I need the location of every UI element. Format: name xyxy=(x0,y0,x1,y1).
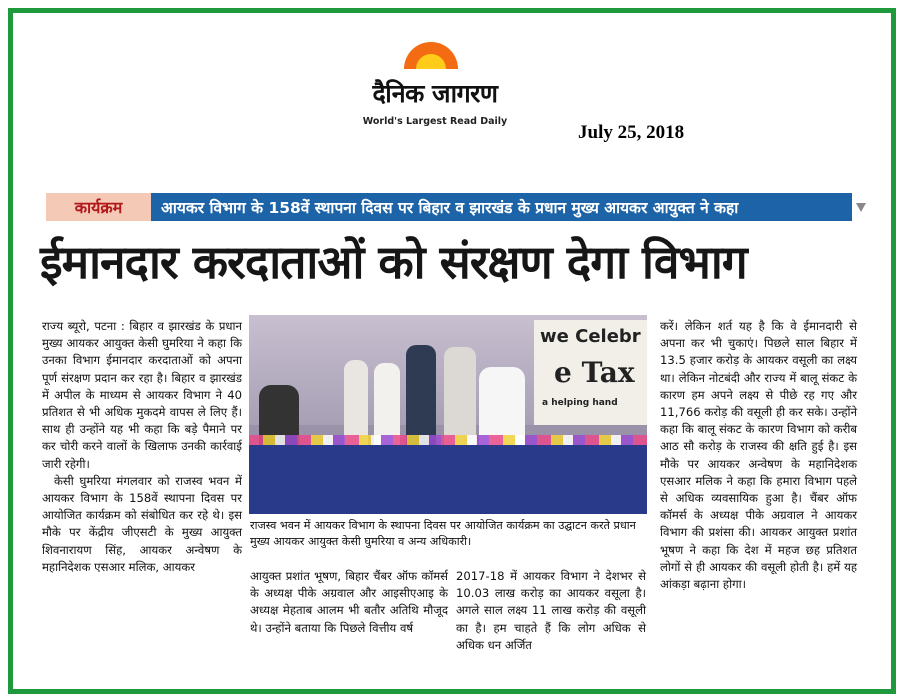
column-3 xyxy=(456,568,646,654)
sun-logo-icon xyxy=(404,42,458,69)
paragraph: 2017-18 में आयकर विभाग ने देशभर से 10.03 लाख करोड़ का आयकर वसूला है। अगले साल लक्ष्य 11 लाख करोड़ की वसूली का है। हम चाहते हैं कि लोग अधिक से अधिक धन अर्जित xyxy=(456,569,646,652)
section-kicker: कार्यक्रम xyxy=(46,193,151,221)
headline: ईमानदार करदाताओं को संरक्षण देगा विभाग xyxy=(40,235,747,289)
paragraph: केसी घुमरिया मंगलवार को राजस्व भवन में आयकर विभाग के 158वें स्थापना दिवस पर आयोजित कार्यक्रम को संबोधित कर रहे थे। इस मौके पर केंद्रीय जीएसटी के मुख्य आयुक्त शिवनारायण सिंह, आयकर अन्वेषण के महानिदेशक एसआर मलिक, आयकर xyxy=(42,473,242,574)
photo-caption: राजस्व भवन में आयकर विभाग के स्थापना दिवस पर आयोजित कार्यक्रम का उद्घाटन करते प्रधान मुख्य आयकर आयुक्त केसी घुमरिया व अन्य अधिकारी। xyxy=(250,519,636,548)
photo-banner-text: e Tax xyxy=(554,356,635,389)
newspaper-logo xyxy=(350,38,520,148)
masthead: दैनिक जागरण xyxy=(372,79,498,108)
paragraph: राज्य ब्यूरो, पटना : बिहार व झारखंड के प्रधान मुख्य आयकर आयुक्त केसी घुमरिया ने कहा कि उनका विभाग ईमानदार करदाताओं को अपना पूर्ण संरक्षण प्रदान कर रहा है। बिहार व झारखंड में अपील के माध्यम से आयकर विभाग ने 40 प्रतिशत से भी अधिक मुकदमे वापस ले लिए हैं। साथ ही उन्होंने यह भी कहा कि बड़े पैमाने पर कर चोरी करने वालों के खिलाफ उनकी कार्रवाई जारी रहेगी। xyxy=(42,319,242,471)
paragraph: आयुक्त प्रशांत भूषण, बिहार चैंबर ऑफ कॉमर्स के अध्यक्ष पीके अग्रवाल और आइसीएआइ के अध्यक्ष मेहताब आलम भी बतौर अतिथि मौजूद थे। उन्होंने बताया कि पिछले वित्तीय वर्ष xyxy=(250,569,448,635)
column-1 xyxy=(42,318,242,576)
photo-banner-text: a helping hand xyxy=(542,398,618,408)
column-4 xyxy=(660,318,857,593)
triangle-marker-icon xyxy=(856,203,866,212)
section-banner xyxy=(46,193,852,221)
event-photo xyxy=(249,315,647,514)
photo-banner xyxy=(534,320,647,425)
clipping-date: July 25, 2018 xyxy=(578,122,685,143)
photo-banner-text: we Celebr xyxy=(540,326,641,347)
photo-table xyxy=(249,445,647,514)
paragraph: करें। लेकिन शर्त यह है कि वे ईमानदारी से अपना कर भी चुकाएं। पिछले साल बिहार में 13.5 हजार करोड़ के आयकर वसूली का लक्ष्य था। लेकिन नोटबंदी और राज्य में बालू संकट के कारण हम अपने लक्ष्य से पीछे रह गए और 11,766 करोड़ की वसूली ही कर सके। उन्होंने कहा कि बालू संकट के कारण विभाग को करीब आठ सौ करोड़ के राजस्व की क्षति हुई है। इस मौके पर आयकर अन्वेषण के महानिदेशक एसआर मलिक ने कहा कि हमारा विभाग पहले से अधिक व्यवसायिक हुआ है। चैंबर ऑफ कॉमर्स के अध्यक्ष पीके अग्रवाल ने आयकर विभाग की प्रशंसा की। आयकर आयुक्त प्रशांत भूषण ने कहा कि देश में महज छह प्रतिशत लोगों से ही आयकर की वसूली होती है। हमें यह आंकड़ा बढ़ाना होगा। xyxy=(660,319,857,592)
subheadline: आयकर विभाग के 158वें स्थापना दिवस पर बिहार व झारखंड के प्रधान मुख्य आयकर आयुक्त ने कहा xyxy=(151,193,852,221)
column-2 xyxy=(250,568,448,637)
tagline: World's Largest Read Daily xyxy=(362,116,508,127)
